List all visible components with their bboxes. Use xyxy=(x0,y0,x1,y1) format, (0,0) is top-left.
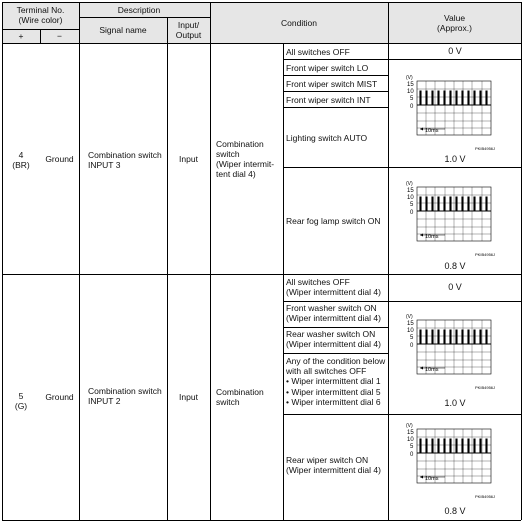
svg-text:(V): (V) xyxy=(406,423,413,429)
row1-value-1v: 1.0 V xyxy=(444,154,466,164)
row1-condition-main-2: switch xyxy=(216,149,240,159)
header-minus: − xyxy=(57,31,62,41)
waveform-icon xyxy=(405,178,497,260)
waveform-icon xyxy=(405,311,497,393)
svg-text:PKIB4956J: PKIB4956J xyxy=(475,494,496,499)
row1-condition-main-1: Combination xyxy=(216,139,264,149)
row2-ground: Ground xyxy=(45,392,74,402)
row2-cond-any: Any of the condition below with all switches OFF • Wiper intermittent dial 1 • Wiper intermittent dial 5 • Wiper intermittent dial 6 xyxy=(286,356,386,407)
row1-condition-main-3: (Wiper intermit- xyxy=(216,159,275,169)
row1-cond-front-int: Front wiper switch INT xyxy=(286,95,371,105)
svg-text:PKIB4956J: PKIB4956J xyxy=(475,385,496,390)
svg-text:5: 5 xyxy=(410,96,414,102)
row1-condition-main-4: tent dial 4) xyxy=(216,169,256,179)
row1-value-0-8v: 0.8 V xyxy=(444,261,466,271)
svg-text:15: 15 xyxy=(407,82,414,88)
svg-text:0: 0 xyxy=(410,104,414,110)
row2-cond-rear-washer: Rear washer switch ON (Wiper intermittent dial 4) xyxy=(286,329,381,350)
row1-cond-front-lo: Front wiper switch LO xyxy=(286,63,369,73)
row1-io: Input xyxy=(179,154,198,164)
svg-text:PKIB4956J: PKIB4956J xyxy=(475,146,496,151)
row2-cond-front-washer: Front washer switch ON (Wiper intermittent dial 4) xyxy=(286,303,381,324)
svg-text:15: 15 xyxy=(407,430,414,436)
svg-text:10ms: 10ms xyxy=(425,128,439,134)
header-input-output-2: Output xyxy=(175,30,202,40)
terminal-4: 4 xyxy=(18,150,24,160)
header-terminal-no: Terminal No. xyxy=(16,5,65,15)
waveform-icon xyxy=(405,420,497,502)
header-input-output-1: Input/ xyxy=(177,20,200,30)
svg-text:(V): (V) xyxy=(406,75,413,81)
row2-value-0v: 0 V xyxy=(448,282,462,292)
svg-text:(V): (V) xyxy=(406,314,413,320)
header-description: Description xyxy=(117,5,161,15)
svg-text:15: 15 xyxy=(407,321,414,327)
svg-text:15: 15 xyxy=(407,188,414,194)
row2-value-1v: 1.0 V xyxy=(444,398,466,408)
terminal-5: 5 xyxy=(18,391,24,401)
row2-cond-rear-wiper: Rear wiper switch ON (Wiper intermittent dial 4) xyxy=(286,455,381,476)
row1-ground: Ground xyxy=(45,154,74,164)
wire-color-g: (G) xyxy=(14,401,28,411)
row1-signal-name-1: Combination switch xyxy=(88,150,162,160)
row1-signal-name-2: INPUT 3 xyxy=(88,160,121,170)
row1-cond-rear-fog: Rear fog lamp switch ON xyxy=(286,216,381,226)
svg-text:(V): (V) xyxy=(406,181,413,187)
header-condition: Condition xyxy=(281,18,317,28)
waveform-icon xyxy=(405,72,497,154)
row2-io: Input xyxy=(179,392,198,402)
svg-text:5: 5 xyxy=(410,444,414,450)
svg-text:10ms: 10ms xyxy=(425,476,439,482)
svg-text:10ms: 10ms xyxy=(425,367,439,373)
row2-condition-main-1: Combination xyxy=(216,387,264,397)
svg-text:0: 0 xyxy=(410,343,414,349)
svg-text:10ms: 10ms xyxy=(425,234,439,240)
svg-text:5: 5 xyxy=(410,335,414,341)
row1-cond-all-off: All switches OFF xyxy=(286,47,350,57)
header-value: Value xyxy=(443,13,466,23)
row2-value-0-8v: 0.8 V xyxy=(444,506,466,516)
header-plus: + xyxy=(18,31,24,41)
svg-text:0: 0 xyxy=(410,452,414,458)
svg-text:PKIB4956J: PKIB4956J xyxy=(475,252,496,257)
row1-cond-front-mist: Front wiper switch MIST xyxy=(286,79,378,89)
header-wire-color: (Wire color) xyxy=(18,15,63,25)
svg-text:10: 10 xyxy=(407,328,414,334)
svg-text:0: 0 xyxy=(410,210,414,216)
row2-condition-main-2: switch xyxy=(216,397,240,407)
svg-text:10: 10 xyxy=(407,89,414,95)
header-value-approx: (Approx.) xyxy=(437,23,472,33)
wire-color-br: (BR) xyxy=(12,160,30,170)
svg-text:5: 5 xyxy=(410,202,414,208)
row1-cond-lighting-auto: Lighting switch AUTO xyxy=(286,133,368,143)
svg-text:10: 10 xyxy=(407,437,414,443)
svg-text:10: 10 xyxy=(407,195,414,201)
row2-signal-name-2: INPUT 2 xyxy=(88,396,121,406)
row1-value-0v: 0 V xyxy=(448,46,462,56)
row2-signal-name-1: Combination switch xyxy=(88,386,162,396)
row2-cond-all-off: All switches OFF (Wiper intermittent dial 4) xyxy=(286,277,381,298)
header-signal-name: Signal name xyxy=(99,25,147,35)
